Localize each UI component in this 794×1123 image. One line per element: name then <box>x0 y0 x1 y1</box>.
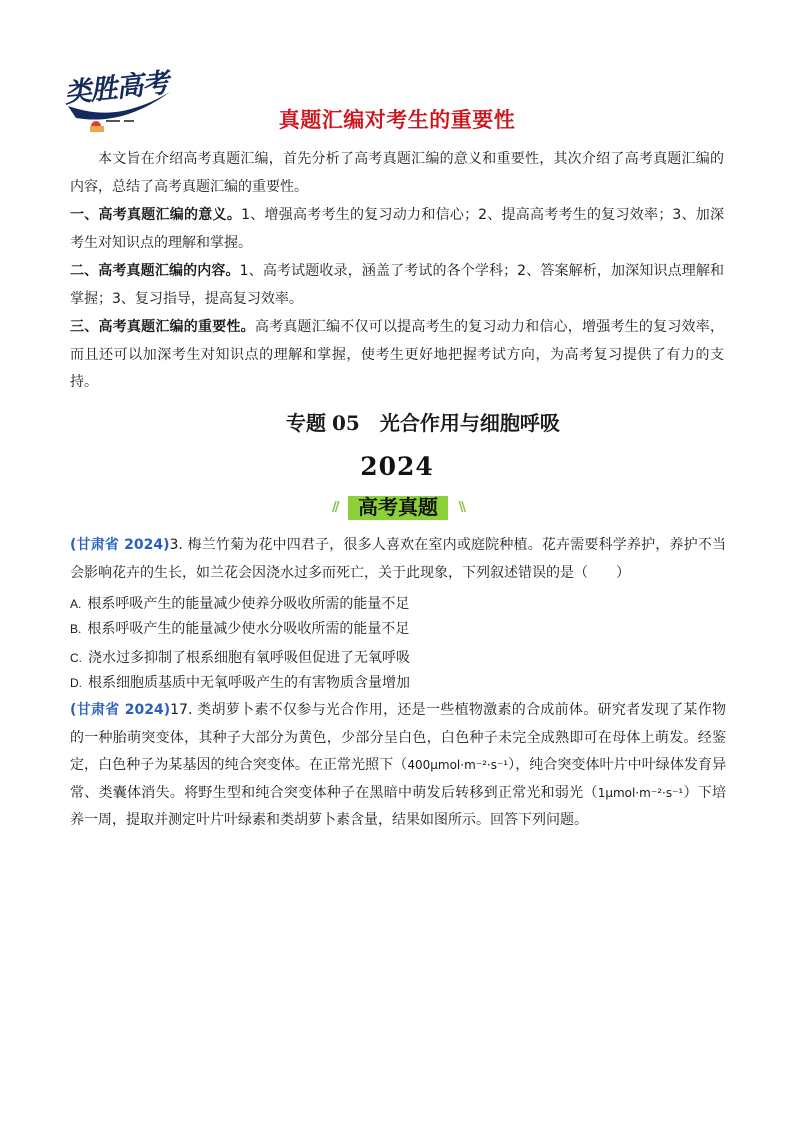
option-c <box>70 646 410 670</box>
section-banner <box>330 488 466 522</box>
question-3 <box>70 532 726 587</box>
question-source: (甘肃省 2024) <box>70 702 171 718</box>
option-a <box>70 592 409 616</box>
question-stem-part2: ），纯合突变体叶片中叶绿体发育异常、类囊体消失。将野生型和纯合突变体种子在黑暗中萌发后转移到正常光和弱光（ <box>70 757 727 801</box>
light-intensity-weak: 1μmol·m⁻²·s⁻¹ <box>597 785 684 800</box>
topic-name: 光合作用与细胞呼吸 <box>379 411 560 435</box>
option-text: 根系呼吸产生的能量减少使水分吸收所需的能量不足 <box>87 621 410 637</box>
intro-paragraph: 本文旨在介绍高考真题汇编，首先分析了高考真题汇编的意义和重要性，其次介绍了高考真题汇编的内容，总结了高考真题汇编的重要性。 <box>70 151 724 195</box>
question-17 <box>70 697 726 835</box>
section-body: 1、增强高考考生的复习动力和信心；2、提高高考考生的复习效率；3、加深考生对知识点的理解和掌握。 <box>70 207 724 251</box>
logo-text: 类胜高考 <box>62 67 170 110</box>
question-stem: 3. 梅兰竹菊为花中四君子，很多人喜欢在室内或庭院种植。花卉需要科学养护，养护不当会影响花卉的生长，如兰花会因浇水过多而死亡，关于此现象，下列叙述错误的是（ ） <box>70 537 726 581</box>
option-b <box>70 617 409 641</box>
option-letter: A. <box>70 597 82 611</box>
banner-slash-left-icon: // <box>332 500 338 515</box>
light-intensity-normal: 400μmol·m⁻²·s⁻¹ <box>407 758 509 772</box>
topic-prefix: 专题 <box>286 411 326 435</box>
year-heading: 2024 <box>360 452 434 481</box>
option-letter: C. <box>70 651 82 665</box>
section-heading: 二、高考真题汇编的内容。 <box>70 263 240 279</box>
section-heading: 一、高考真题汇编的意义。 <box>70 207 242 223</box>
option-d <box>70 671 410 695</box>
banner-slash-right-icon: \\ <box>458 500 464 515</box>
banner-label: 高考真题 <box>358 495 438 519</box>
option-text: 浇水过多抑制了根系细胞有氧呼吸但促进了无氧呼吸 <box>88 650 410 666</box>
section-importance <box>70 314 724 397</box>
page-title: 真题汇编对考生的重要性 <box>278 108 516 132</box>
option-text: 根系呼吸产生的能量减少使养分吸收所需的能量不足 <box>87 596 410 612</box>
option-letter: D. <box>70 676 82 690</box>
section-body: 1、高考试题收录，涵盖了考试的各个学科；2、答案解析，加深知识点理解和掌握；3、复习指导，提高复习效率。 <box>70 263 725 307</box>
topic-heading <box>286 407 560 436</box>
question-stem-part3: ）下培养一周，提取并测定叶片叶绿素和类胡萝卜素含量，结果如图所示。回答下列问题。 <box>70 784 727 828</box>
question-source: (甘肃省 2024) <box>70 537 170 553</box>
section-body: 高考真题汇编不仅可以提高考生的复习动力和信心，增强考生的复习效率，而且还可以加深考生对知识点的理解和掌握，使考生更好地把握考试方向，为高考复习提供了有力的支持。 <box>70 319 724 390</box>
option-text: 根系细胞质基质中无氧呼吸产生的有害物质含量增加 <box>88 675 410 691</box>
section-heading: 三、高考真题汇编的重要性。 <box>70 319 255 335</box>
section-content <box>70 258 724 313</box>
question-stem-part1: 17. 类胡萝卜素不仅参与光合作用，还是一些植物激素的合成前体。研究者发现了某作物的一种胎萌突变体，其种子大部分为黄色，少部分呈白色，白色种子未完全成熟即可在母体上萌发。经鉴定，白色种子为某基因的纯合突变体。在正常光照下（ <box>70 702 726 773</box>
section-significance <box>70 202 724 257</box>
topic-number: 05 <box>332 411 360 435</box>
option-letter: B. <box>70 622 82 636</box>
